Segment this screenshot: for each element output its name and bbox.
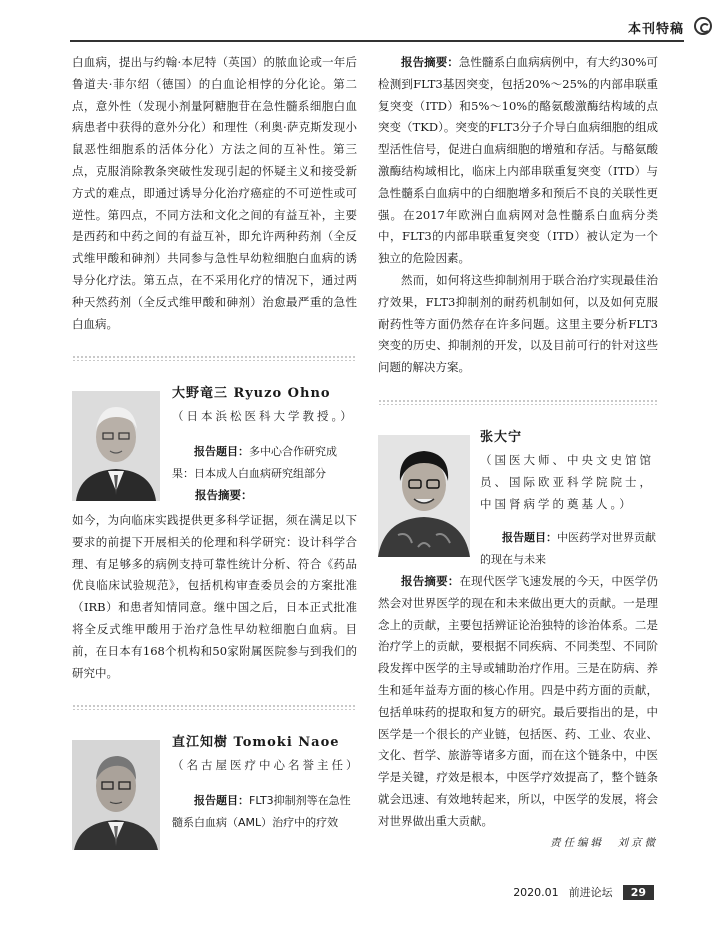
topic-label: 报告题目： — [502, 530, 557, 544]
speaker-desc: （日本浜松医科大学教授。） — [172, 409, 355, 424]
summary-text: 在现代医学飞速发展的今天，中医学仍然会对世界医学的现在和未来做出更大的贡献。一是理念上的贡献，主要包括辨证论治独特的诊治体系。二是治疗学上的贡献，要根据不同疾病、不同类型、不同阶段发挥中医学的主导或辅助治疗作用。三是在防病、养生和延年益寿方面的核心作用。四是中药方面的贡献，包括单味药的提取和复方的研究。最后要指出的是，中医学是一个很长的产业链，包括医、药、工业、农业、文化、哲学、旅游等诸多方面，而在这个链条中，中医学是关键，疗效是根本，中医学疗效提高了，整个链条就会迅速、有效地转起来，所以，中医学的发展，将会对世界做出重大贡献。 — [378, 573, 658, 828]
summary-zhang — [378, 571, 658, 833]
speaker-desc: （名古屋医疗中心名誉主任） — [172, 758, 361, 773]
speaker-info-naoe — [172, 732, 361, 834]
speaker-desc: （国医大师、中央文史馆馆员、国际欧亚科学院院士，中国肾病学的奠基人。） — [480, 452, 654, 511]
topic-label: 报告题目： — [194, 445, 249, 459]
dotted-divider — [72, 704, 357, 710]
summary-label: 报告摘要： — [401, 573, 460, 588]
dotted-divider — [378, 399, 658, 405]
left-column — [72, 52, 357, 507]
topic-text: 中医药学对世界贡献的现在与未来 — [480, 530, 656, 566]
section-title: 本刊特稿 — [627, 22, 684, 37]
speaker-info-ohno — [172, 383, 357, 485]
topic-text: FLT3抑制剂等在急性髓系白血病（AML）治疗中的疗效 — [172, 794, 351, 830]
topic-text: 多中心合作研究成果：日本成人白血病研究组部分 — [172, 445, 337, 481]
intro-paragraph: 白血病，提出与约翰·本尼特（英国）的脓血论或一年后鲁道夫·菲尔绍（德国）的白血论相悖的分化论。第二点，意外性（发现小剂量阿糖胞苷在急性髓系细胞白血病患者中获得的意外分化）和理性（利奥·萨克斯发现小鼠恶性细胞系的活体分化）方法之间的互补性。第三点，克服消除教条突破性发现引起的怀疑主义和接受新方式的难点，即通过诱导分化治疗癌症的不可逆性或可逆性。第四点，不同方法和文化之间的有益互补，主要是西药和中药之间的有益互补，即允许两种药剂（全反式维甲酸和砷剂）共同参与急性早幼粒细胞白血病的诱导分化疗法。第五点，在不采用化疗的情况下，通过两种天然药剂（全反式维甲酸和砷剂）治愈最严重的急性白血病。 — [72, 55, 357, 331]
page-number: 29 — [623, 885, 654, 900]
report-topic — [480, 527, 658, 571]
report-topic — [172, 790, 357, 834]
header-rule — [70, 40, 684, 42]
speaker-photo-zhang — [378, 435, 470, 557]
speaker-photo-ohno — [72, 391, 160, 501]
speaker-photo-naoe — [72, 740, 160, 850]
page-footer — [513, 884, 654, 900]
summary-naoe-continued: 然而，如何将这些抑制剂用于联合治疗实现最佳治疗效果，FLT3抑制剂的耐药机制如何，以及如何克服耐药性等方面仍然存在许多问题。这里主要分析FLT3突变的历史、抑制剂的开发，以及目前可行的针对这些问题的解决方案。 — [378, 272, 658, 375]
speaker-name: 张大宁 — [480, 429, 523, 445]
footer-journal: 前进论坛 — [568, 886, 613, 899]
speaker-info-zhang — [480, 427, 658, 571]
speaker-ohno — [72, 383, 357, 507]
summary-naoe — [378, 52, 658, 270]
dotted-divider — [72, 355, 357, 361]
summary-ohno-block — [72, 510, 361, 834]
summary-ohno: 如今，为向临床实践提供更多科学证据，须在满足以下要求的前提下开展相关的伦理和科学研究：设计科学合理、有足够多的病例支持可靠性统计分析、符合《药品优良临床试验规范》，包括机构审查委员会的方案批准（IRB）和患者知情同意。继中国之后，日本正式批准将全反式维甲酸用于治疗急性早幼粒细胞白血病。目前，在日本有168个机构和50家附属医院参与到我们的研究中。 — [72, 513, 357, 680]
right-column — [378, 52, 658, 850]
summary-label: 报告摘要： — [401, 55, 459, 69]
summary-label: 报告摘要： — [195, 488, 253, 503]
editor-credit: 责任编辑 刘京微 — [550, 836, 658, 849]
speaker-name: 直江知樹 Tomoki Naoe — [172, 735, 340, 751]
speaker-name: 大野竜三 Ryuzo Ohno — [172, 386, 331, 402]
footer-issue: 2020.01 — [513, 885, 559, 899]
speaker-zhang — [378, 427, 658, 571]
speaker-naoe — [72, 732, 361, 834]
journal-logo-icon — [694, 17, 712, 35]
report-summary-head — [172, 485, 357, 507]
page-header — [0, 18, 724, 40]
topic-label: 报告题目： — [194, 794, 249, 808]
report-topic — [172, 441, 357, 485]
summary-text: 急性髓系白血病病例中，有大约30%可检测到FLT3基因突变，包括20%～25%的内部串联重复突变（ITD）和5%～10%的酪氨酸激酶结构域的点突变（TKD）。突变的FLT3分子介导白血病细胞的组成型活性信号，促进白血病细胞的增殖和存活。与酪氨酸激酶结构域相比，临床上内部串联重复突变（ITD）与急性髓系白血病中的白细胞增多和预后不良的关联性更强。在2017年欧洲白血病网对急性髓系白血病分类中，FLT3的内部串联重复突变（ITD）被认定为一个独立的危险因素。 — [378, 55, 658, 266]
